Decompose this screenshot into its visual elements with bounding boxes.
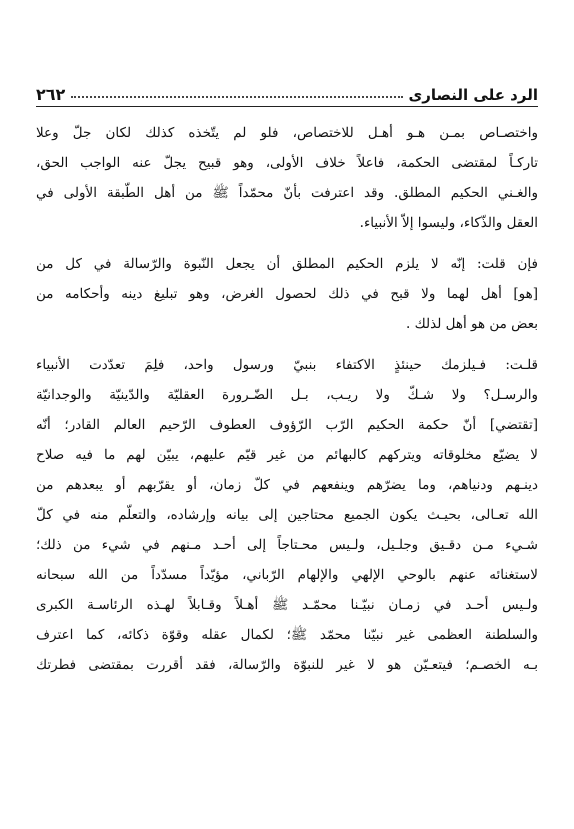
page-body: [36, 118, 538, 680]
paragraph-gap: [36, 238, 538, 249]
text-line: واختصـاص بمـن هـو أهـل للاختصاص، فلو لم يتّخذه كذلك لكان جلّ وعلا: [36, 125, 538, 141]
text-line: ولـيس أحـد في زمـان نبيّـنا محمّـد ﷺ أهـلاً وقـابلاً لهـذه الرئاسـة الكبرى: [36, 597, 538, 613]
text-line: [هو] أهل لهما ولا قبح في ذلك لحصول الغرض، وهو تبليغ دينه وأحكامه من: [36, 286, 538, 302]
text-line: لا يضيّع مخلوقاته ويتركهم كالبهائم من غير قيّم عليهم، يبيّن لهم ما فيه صلاح: [36, 447, 538, 463]
paragraph: [36, 350, 538, 680]
running-title: الرد على النصارى: [408, 86, 538, 104]
text-line: دينـهم ودنياهم، وما يضرّهم وينفعهم في كلّ زمان، أو يقرّبهم أو يبعدهم من: [36, 477, 538, 493]
text-line: شـيء مـن دقـيق وجلـيل، ولـيس محـتاجاً إلى أحـد مـنهم في شيء من ذلك؛: [36, 537, 538, 553]
page-header: [36, 70, 538, 104]
text-line: بـه الخصـم؛ فيتعـيّن هو لا غير للنبوّة والرّسالة، فقد أقررت بمقتضى فطرتك: [36, 657, 538, 673]
page-number: ٢٦٢: [36, 85, 66, 104]
text-line: الله تعـالى، بحيـث يكون الجميع محتاجين إلى بيانه وإرشاده، والتعلّم منه في كلّ: [36, 507, 538, 523]
text-line: [تقتضي] أنّ حكمة الحكيم الرّب الرّؤوف العطوف الرّحيم العالم القادر؛ أنّه: [36, 417, 538, 433]
paragraph: [36, 249, 538, 339]
text-line: فإن قلت: إنّه لا يلزم الحكيم المطلق أن يجعل النّبوة والرّسالة في كل من: [36, 256, 538, 272]
text-line: والسلطنة العظمى غير نبيّنا محمّد ﷺ؛ لكمال عقله وقوّة ذكائه، كما اعترف: [36, 627, 538, 643]
paragraph: [36, 118, 538, 238]
text-line: قلـت: فـيلزمك حينئذٍ الاكتفاء بنبيّ ورسول واحد، فلِمَ تعدّدت الأنبياء: [36, 357, 538, 373]
paragraph-gap: [36, 339, 538, 350]
text-line: والرسـل؟ ولا شـكّ ولا ريـب، بـل الضّـرورة العقليّة والدّينيّة والوجدانيّة: [36, 387, 538, 403]
text-line: والغـني الحكيم المطلق. وقد اعترفت بأنّ محمّداً ﷺ من أهل الطّبقة الأولى في: [36, 185, 538, 201]
text-line: بعض من هو أهل لذلك .: [406, 316, 538, 332]
header-rule: [36, 106, 538, 107]
text-line: العقل والذّكاء، وليسوا إلاّ الأنبياء.: [359, 215, 538, 231]
header-dotted-leader: [71, 96, 402, 98]
text-line: تاركـاً لمقتضى الحكمة، فاعلاً خلاف الأولى، وهو قبيح يجلّ عنه الواجب الحق،: [36, 155, 538, 171]
text-line: لاستغنائه عنهم بالوحي الإلهي والإلهام الرّباني، مؤيّداً مسدّداً من الله سبحانه: [36, 567, 538, 583]
